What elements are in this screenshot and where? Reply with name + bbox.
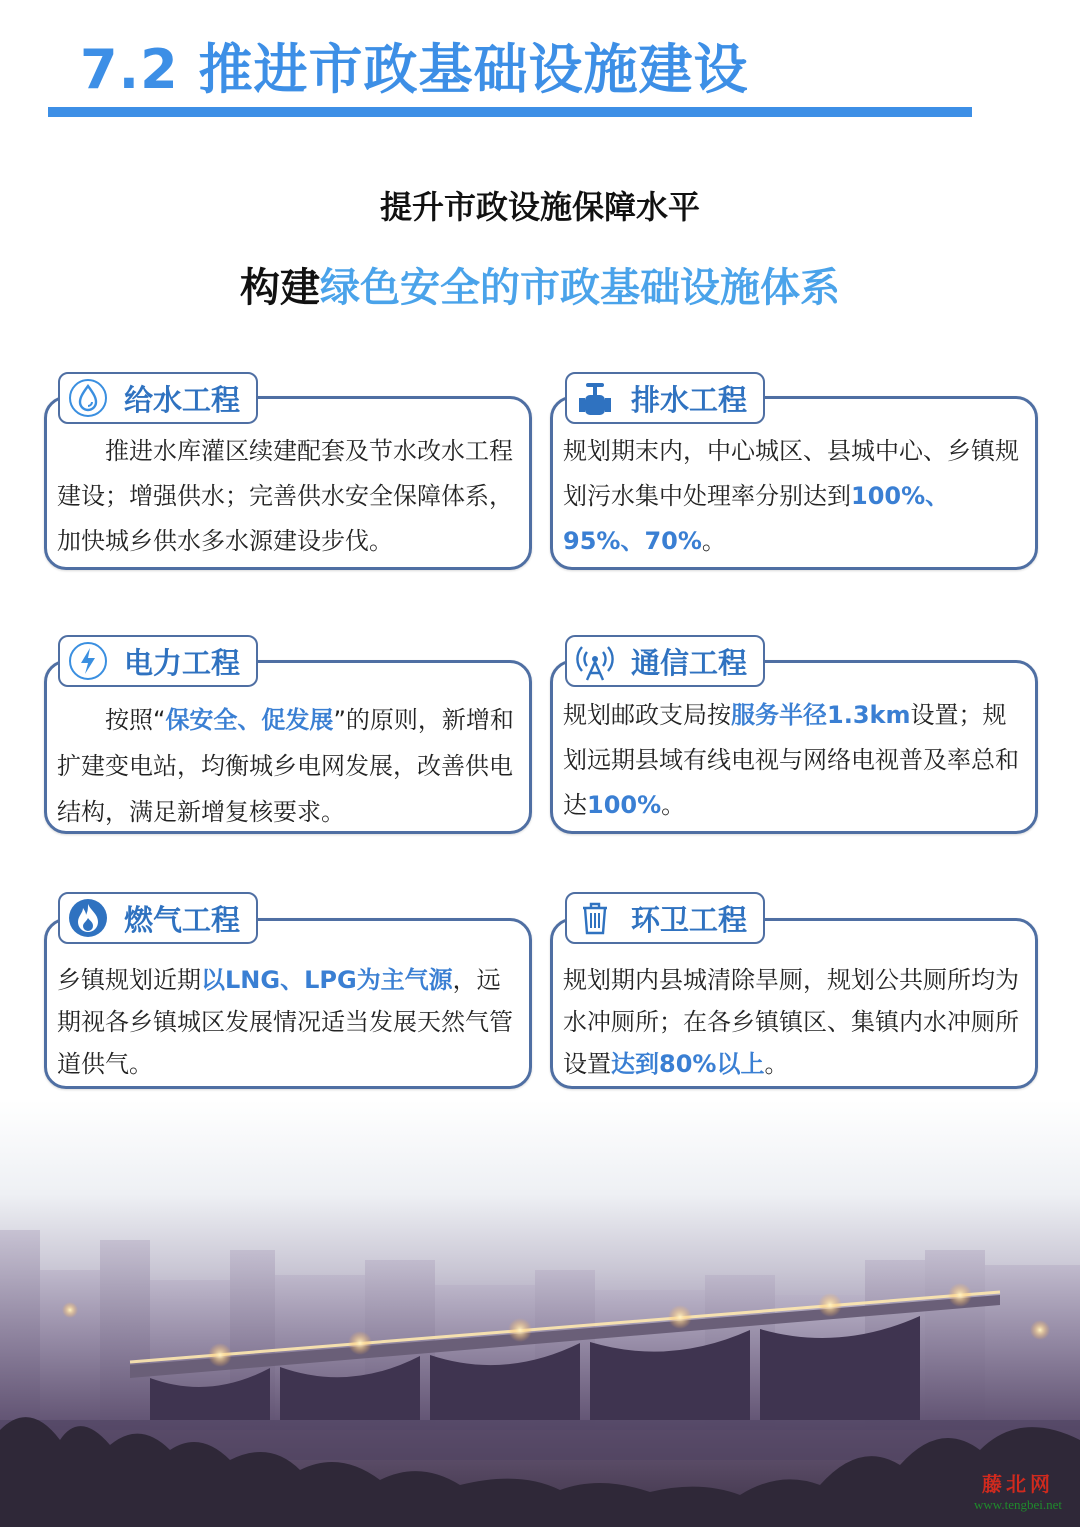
city-night-photo	[0, 1100, 1080, 1527]
valve-icon	[573, 376, 617, 420]
drainage-text-a: 规划期末内，中心城区、县城中心、乡镇规划污水集中处理率分别达到	[563, 437, 1019, 510]
water-supply-text: 推进水库灌区续建配套及节水改水工程建设；增强供水；完善供水安全保障体系，加快城乡供水多水源建设步伐。	[57, 437, 513, 555]
water-supply-label: 给水工程	[124, 382, 241, 417]
power-tag	[58, 635, 258, 687]
sanitation-target: 达到80%以上	[611, 1050, 765, 1078]
telecom-tag	[565, 635, 765, 687]
sanitation-text-b: 。	[764, 1050, 789, 1078]
power-text-a: 按照“	[105, 706, 166, 734]
drainage-text-b: 。	[701, 527, 726, 555]
power-principle: 保安全、促发展	[165, 706, 334, 734]
sanitation-label: 环卫工程	[631, 902, 748, 937]
signal-tower-icon	[573, 639, 617, 683]
telecom-coverage: 100%	[587, 791, 662, 819]
drainage-rates: 100%、95%、70%	[563, 482, 950, 555]
gas-text	[47, 921, 529, 1085]
drainage-label: 排水工程	[631, 382, 748, 417]
water-supply-tag	[58, 372, 258, 424]
gas-label: 燃气工程	[124, 902, 241, 937]
site-watermark	[974, 1468, 1062, 1513]
telecom-label: 通信工程	[631, 645, 748, 680]
gas-source: 以LNG、LPG为主气源	[201, 966, 453, 994]
title-underline	[48, 107, 972, 117]
telecom-text-a: 规划邮政支局按	[563, 701, 731, 729]
watermark-url: www.tengbei.net	[974, 1497, 1062, 1512]
telecom-text-b: 设置；规划远期县域有线电视与网络电视普及率总和达	[563, 701, 1019, 819]
telecom-radius: 服务半径1.3km	[731, 701, 911, 729]
subtitle-prefix: 构建	[240, 265, 320, 311]
sanitation-text	[553, 921, 1035, 1085]
water-drop-icon	[66, 376, 110, 420]
sanitation-tag	[565, 892, 765, 944]
subtitle-primary: 提升市政设施保障水平	[379, 188, 700, 226]
power-text	[47, 663, 529, 835]
lightning-icon	[66, 639, 110, 683]
gas-tag	[58, 892, 258, 944]
telecom-text-c: 。	[661, 791, 686, 819]
subtitle-highlight: 绿色安全的市政基础设施体系	[320, 265, 840, 311]
city-skyline-illustration	[0, 1100, 1080, 1527]
telecom-text	[553, 663, 1035, 828]
page-title: 7.2 推进市政基础设施建设	[80, 38, 749, 101]
drainage-tag	[565, 372, 765, 424]
gas-text-a: 乡镇规划近期	[57, 966, 201, 994]
watermark-name: 藤北网	[982, 1474, 1055, 1496]
sanitation-text-a: 规划期内县城清除旱厕，规划公共厕所均为水冲厕所；在各乡镇镇区、集镇内水冲厕所设置	[563, 966, 1019, 1078]
trash-bin-icon	[573, 896, 617, 940]
power-text-b: ”的原则，新增和扩建变电站，均衡城乡电网发展，改善供电结构，满足新增复核要求。	[57, 706, 514, 826]
gas-text-b: ，远期视各乡镇城区发展情况适当发展天然气管道供气。	[57, 966, 513, 1078]
subtitle-secondary	[0, 260, 1080, 316]
power-label: 电力工程	[124, 645, 241, 680]
flame-icon	[66, 896, 110, 940]
